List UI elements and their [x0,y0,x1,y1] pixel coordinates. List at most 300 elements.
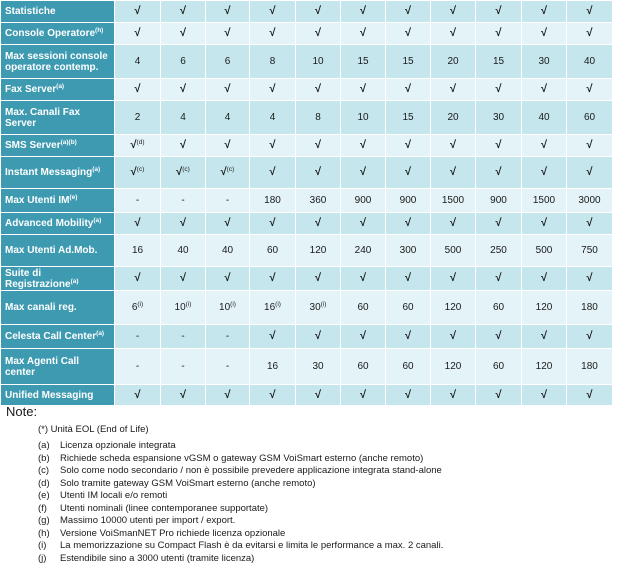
table-cell [341,385,386,406]
table-cell [206,385,250,406]
note-item [38,553,616,566]
note-key: (d) [38,477,50,489]
cell-value: 900 [399,195,417,206]
cell-value: √ [586,388,593,401]
table-cell [115,213,161,235]
cell-value: 30 [492,112,505,123]
table-cell [567,189,613,213]
cell-value: 10 [219,302,231,313]
cell-value: √ [404,272,412,284]
cell-value: 30 [312,361,324,372]
cell-value: √ [540,83,548,95]
cell-value: - [135,195,140,206]
cell-value: 15 [357,56,369,67]
table-cell [386,101,431,135]
table-cell [341,23,386,45]
cell-footnote: (i) [230,301,236,308]
cell-value: 750 [581,245,598,256]
cell-value: √ [269,217,276,229]
cell-value: √ [220,166,227,178]
table-cell [386,235,431,267]
table-cell [386,23,431,45]
table-cell [206,235,250,267]
cell-value: √ [359,272,367,284]
cell-value: - [181,331,185,342]
cell-value: √ [224,217,231,229]
cell-value: - [181,361,185,372]
table-cell [250,235,296,267]
table-cell [567,385,613,406]
note-item [38,540,616,553]
table-cell [476,235,522,267]
row-header [1,45,115,79]
cell-value: - [225,331,230,342]
cell-value: √ [359,330,367,342]
cell-value: 120 [444,361,462,372]
table-cell [431,45,476,79]
cell-value: 60 [492,302,505,313]
cell-footnote: (i) [320,301,327,308]
cell-value: √ [586,27,593,39]
table-cell [476,189,522,213]
table-cell [250,325,296,349]
row-label: Statistiche [5,6,56,17]
table-cell [522,213,567,235]
row-label-footnote: (a) [92,166,101,173]
cell-value: √ [134,27,141,39]
row-header [1,101,115,135]
cell-value: 4 [180,112,186,123]
cell-value: √ [404,5,412,17]
cell-value: 900 [354,195,372,206]
cell-value: √ [495,5,502,17]
table-cell [567,1,613,23]
table-cell [341,79,386,101]
table-row [1,45,613,79]
cell-footnote: (c) [136,166,145,173]
note-text: La memorizzazione su Compact Flash è da evitarsi e limita le performance a max. 2 canali. [60,540,444,551]
cell-value: √ [404,217,412,229]
cell-value: √ [269,330,276,342]
cell-value: √ [449,27,457,39]
table-cell [250,267,296,291]
table-cell [476,325,522,349]
table-cell [206,157,250,189]
table-cell [431,189,476,213]
table-cell [296,135,341,157]
row-header [1,385,115,406]
cell-value: 60 [266,245,279,256]
table-cell [115,325,161,349]
cell-value: 120 [444,302,462,313]
cell-value: 60 [357,361,369,372]
cell-value: √ [404,330,412,342]
cell-value: √ [495,272,502,284]
cell-value: 120 [309,245,327,256]
cell-value: √ [540,330,548,342]
cell-footnote: (c) [182,166,190,173]
cell-value: √ [495,388,502,401]
table-cell [115,267,161,291]
table-cell [296,385,341,406]
cell-value: 30 [309,302,321,313]
cell-value: √ [314,330,322,342]
cell-value: √ [130,166,137,178]
table-cell [115,79,161,101]
table-cell [341,349,386,385]
row-label: Celesta Call Center [5,331,97,342]
table-cell [522,157,567,189]
table-cell [206,23,250,45]
row-header [1,135,115,157]
note-key: (j) [38,552,47,564]
table-cell [476,45,522,79]
row-label: Unified Messaging [5,389,94,401]
cell-value: √ [179,5,187,17]
cell-value: √ [495,27,502,39]
cell-value: √ [449,83,457,95]
cell-value: 180 [581,302,598,313]
table-cell [250,45,296,79]
note-text: Solo come nodo secondario / non è possibile prevedere applicazione integrata stand-alone [60,465,442,476]
note-key: (i) [38,540,47,551]
table-cell [296,235,341,267]
row-label-footnote: (a) [93,217,102,224]
cell-value: 40 [177,245,189,256]
table-cell [115,135,161,157]
row-label-footnote: (e) [69,194,78,201]
row-header [1,349,115,385]
table-cell [476,79,522,101]
note-key: (a) [38,440,50,451]
table-cell [296,267,341,291]
note-text: Massimo 10000 utenti per import / export. [60,515,236,526]
table-cell [476,1,522,23]
cell-value: √ [179,388,187,401]
cell-value: 40 [221,245,234,256]
cell-value: √ [176,166,183,178]
table-cell [386,349,431,385]
table-cell [567,213,613,235]
cell-value: 20 [447,56,459,67]
note-key: (h) [38,527,50,539]
cell-value: - [135,331,140,342]
table-cell [431,267,476,291]
table-cell [522,267,567,291]
cell-value: 180 [264,195,281,206]
table-cell [206,1,250,23]
cell-value: √ [540,5,548,17]
table-cell [522,189,567,213]
table-cell [250,291,296,325]
table-cell [476,23,522,45]
table-cell [296,101,341,135]
table-cell [522,1,567,23]
cell-value: 500 [535,245,553,256]
cell-value: 500 [444,245,462,256]
table-cell [341,325,386,349]
table-cell [567,267,613,291]
cell-value: 6 [131,302,138,313]
note-text: Estendibile sino a 3000 utenti (tramite licenza) [60,552,255,564]
feature-table-body [1,1,613,406]
cell-value: 10 [357,112,369,123]
cell-value: √ [269,272,276,284]
table-cell [161,189,206,213]
note-text: Versione VoiSmanNET Pro richiede licenza opzionale [60,527,286,539]
table-cell [115,349,161,385]
table-cell [115,189,161,213]
row-label: Suite di Registrazione [5,267,71,290]
table-cell [341,213,386,235]
cell-value: 120 [535,361,553,372]
table-cell [161,291,206,325]
table-cell [250,189,296,213]
cell-value: 15 [402,112,414,123]
note-key: (b) [38,452,50,464]
cell-value: 2 [134,112,141,123]
note-key: (f) [38,502,47,514]
notes-list [6,440,616,565]
table-cell [161,325,206,349]
table-cell [476,101,522,135]
cell-value: - [225,195,230,206]
cell-value: √ [269,388,276,401]
row-header [1,291,115,325]
cell-footnote: (d) [136,139,145,146]
cell-value: √ [269,27,276,39]
table-row [1,235,613,267]
table-cell [341,1,386,23]
table-cell [250,213,296,235]
table-cell [522,79,567,101]
table-cell [296,45,341,79]
cell-value: √ [540,388,548,401]
cell-value: √ [179,272,187,284]
cell-value: √ [586,272,593,284]
cell-value: 40 [538,112,550,123]
table-cell [161,349,206,385]
cell-value: √ [269,139,276,151]
cell-value: 16 [264,302,276,313]
table-row [1,325,613,349]
table-cell [206,291,250,325]
table-cell [522,45,567,79]
cell-value: - [135,361,140,372]
cell-value: √ [540,27,548,39]
table-cell [206,189,250,213]
table-cell [476,267,522,291]
notes-eol-line: (*) Unità EOL (End of Life) [38,424,149,435]
cell-value: √ [179,27,187,39]
note-item [38,515,616,528]
cell-value: 20 [447,112,459,123]
cell-value: √ [495,217,502,229]
table-cell [250,157,296,189]
table-cell [341,101,386,135]
cell-value: √ [224,83,231,95]
table-cell [296,349,341,385]
note-item [38,465,616,478]
table-cell [341,235,386,267]
table-cell [250,101,296,135]
table-cell [161,235,206,267]
cell-value: 60 [402,361,414,372]
table-cell [522,291,567,325]
row-label: Advanced Mobility [5,218,94,229]
table-cell [522,101,567,135]
table-cell [206,101,250,135]
cell-value: √ [449,5,457,17]
row-header [1,1,115,23]
cell-value: √ [359,217,367,229]
table-cell [386,157,431,189]
row-label-footnote: (a) [96,330,105,337]
table-row [1,79,613,101]
row-label: Max Agenti Call center [5,355,80,378]
table-cell [431,1,476,23]
cell-value: 8 [315,112,321,123]
table-cell [431,23,476,45]
table-cell [386,267,431,291]
note-text: Utenti IM locali e/o remoti [60,490,168,501]
table-row [1,189,613,213]
cell-value: 6 [224,56,231,67]
table-cell [115,385,161,406]
cell-value: √ [359,5,367,17]
row-label: Instant Messaging [5,167,93,178]
table-row [1,291,613,325]
table-cell [296,291,341,325]
note-item [38,453,616,466]
cell-value: 30 [538,56,550,67]
table-cell [250,385,296,406]
table-cell [567,349,613,385]
table-cell [386,189,431,213]
table-cell [567,157,613,189]
cell-value: 60 [357,302,369,313]
cell-value: √ [449,139,457,151]
cell-value: √ [586,139,593,151]
cell-value: √ [134,5,141,17]
cell-value: 15 [492,56,505,67]
table-cell [115,291,161,325]
cell-value: √ [359,388,367,401]
cell-value: 8 [269,56,276,67]
table-cell [296,79,341,101]
table-cell [567,135,613,157]
table-cell [296,325,341,349]
table-cell [431,213,476,235]
table-cell [431,101,476,135]
table-cell [161,101,206,135]
cell-value: √ [404,166,412,178]
table-cell [476,385,522,406]
cell-value: √ [224,272,231,284]
table-cell [522,349,567,385]
cell-value: √ [314,272,322,284]
row-label: Max canali reg. [5,302,77,313]
table-cell [206,79,250,101]
table-cell [476,213,522,235]
table-cell [386,79,431,101]
table-row [1,213,613,235]
table-cell [431,349,476,385]
table-cell [522,325,567,349]
table-cell [386,325,431,349]
table-cell [386,135,431,157]
table-cell [206,135,250,157]
cell-value: √ [179,217,187,229]
cell-value: √ [314,83,322,95]
cell-value: √ [404,388,412,401]
cell-value: √ [314,166,322,178]
row-header [1,235,115,267]
table-cell [161,1,206,23]
cell-value: 15 [402,56,414,67]
cell-value: 16 [131,245,144,256]
table-cell [567,325,613,349]
table-cell [250,79,296,101]
notes-section [6,404,616,565]
cell-value: √ [495,83,502,95]
table-cell [250,1,296,23]
cell-value: 900 [490,195,507,206]
row-label: Max Utenti IM [5,195,70,206]
cell-value: √ [224,139,231,151]
table-cell [476,135,522,157]
table-cell [386,291,431,325]
cell-value: √ [540,272,548,284]
cell-value: √ [314,388,322,401]
cell-value: 4 [269,112,276,123]
cell-value: 60 [402,302,414,313]
note-item [38,478,616,491]
cell-value: 10 [174,302,186,313]
cell-value: 16 [266,361,279,372]
cell-value: √ [179,83,187,95]
cell-value: √ [134,217,141,229]
cell-value: √ [540,139,548,151]
table-cell [567,45,613,79]
cell-value: √ [224,388,231,401]
row-label-footnote: (a) [70,277,79,285]
note-text: Richiede scheda espansione vGSM o gateway GSM VoiSmart esterno (anche remoto) [60,452,424,464]
cell-value: √ [449,330,457,342]
table-cell [431,157,476,189]
table-cell [161,45,206,79]
table-cell [115,101,161,135]
cell-value: √ [540,166,548,178]
cell-value: √ [404,83,412,95]
table-cell [296,189,341,213]
cell-value: 10 [312,56,324,67]
cell-value: 6 [180,56,186,67]
table-cell [567,23,613,45]
row-header [1,213,115,235]
cell-value: 250 [490,245,507,256]
table-cell [341,291,386,325]
cell-value: √ [134,272,141,284]
cell-value: √ [134,83,141,95]
cell-value: √ [179,139,187,151]
table-cell [567,101,613,135]
cell-value: √ [130,139,137,151]
row-header [1,157,115,189]
table-row [1,349,613,385]
table-row [1,1,613,23]
cell-value: 3000 [578,195,601,206]
